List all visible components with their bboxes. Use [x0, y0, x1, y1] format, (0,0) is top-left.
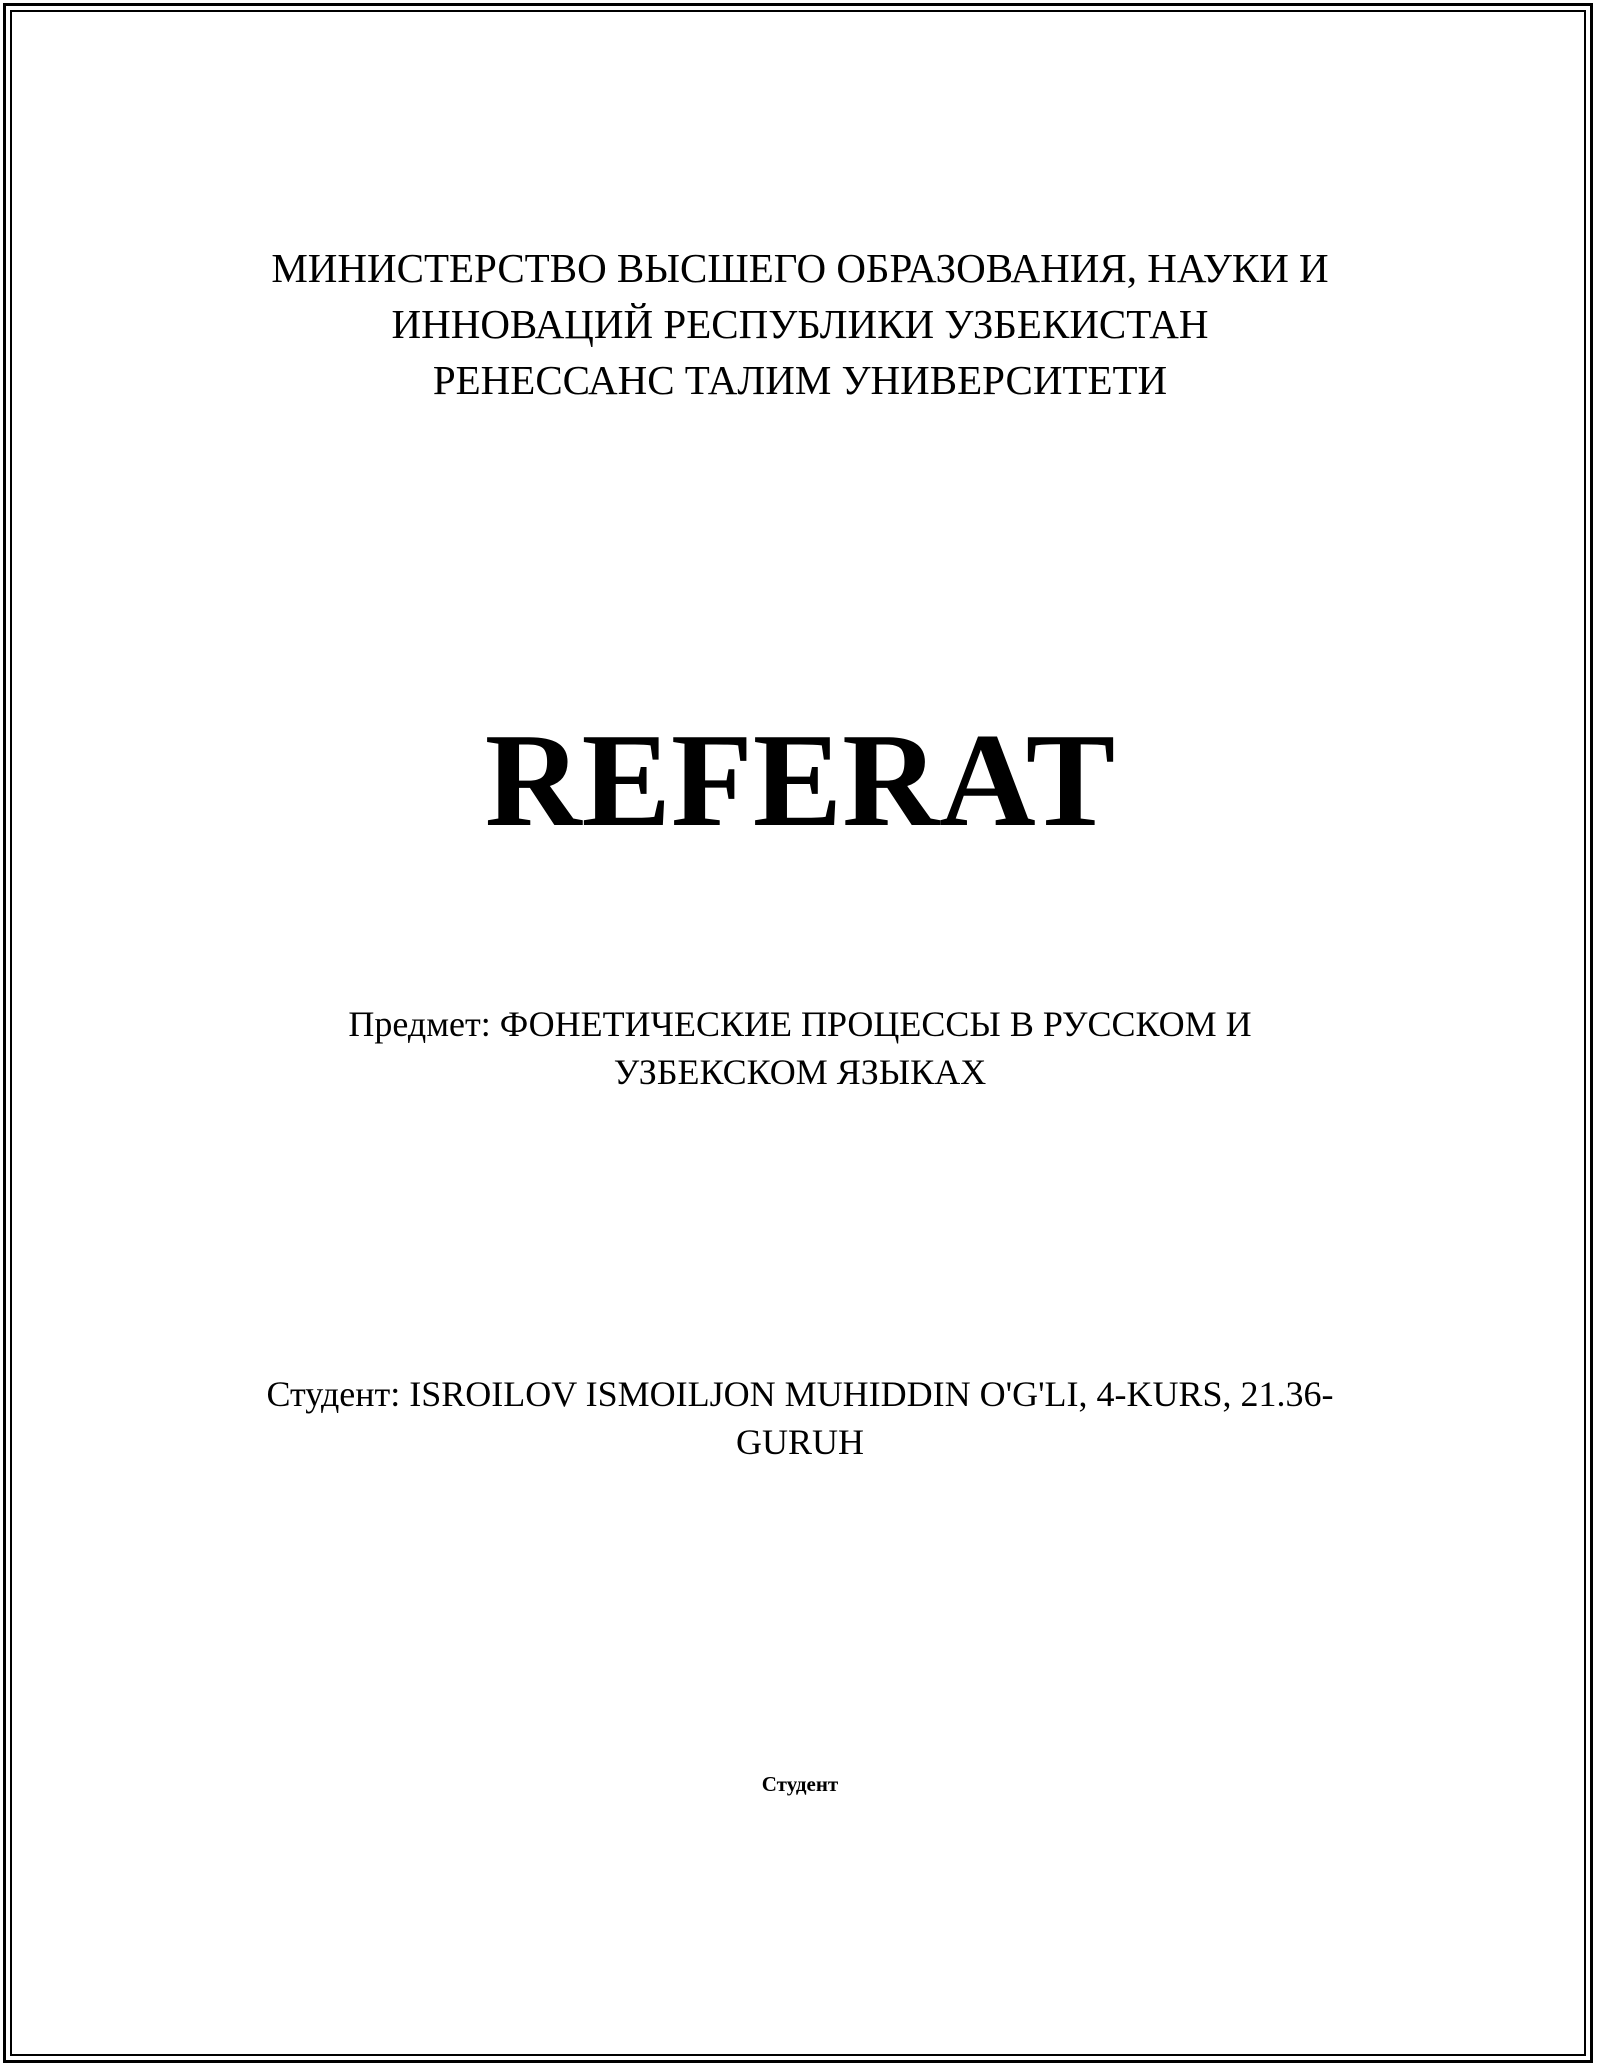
header-line-republic: ИННОВАЦИЙ РЕСПУБЛИКИ УЗБЕКИСТАН [391, 301, 1209, 347]
student-footer-label: Студент [761, 1772, 839, 1796]
institution-header [0, 240, 1600, 408]
header-line-university: РЕНЕССАНС ТАЛИМ УНИВЕРСИТЕТИ [432, 357, 1168, 403]
subject-line [0, 1000, 1600, 1096]
header-line-ministry: МИНИСТЕРСТВО ВЫСШЕГО ОБРАЗОВАНИЯ, НАУКИ И [271, 245, 1329, 291]
document-title: REFERAT [484, 706, 1116, 854]
subject-line-1: Предмет: ФОНЕТИЧЕСКИЕ ПРОЦЕССЫ В РУССКОМ И [348, 1004, 1252, 1044]
student-info-line-1: Студент: ISROILOV ISMOILJON MUHIDDIN O'G'LI, 4-KURS, 21.36- [266, 1374, 1334, 1414]
student-info [0, 1370, 1600, 1466]
student-info-line-2: GURUH [735, 1422, 864, 1462]
subject-line-2: УЗБЕКСКОМ ЯЗЫКАХ [613, 1052, 987, 1092]
